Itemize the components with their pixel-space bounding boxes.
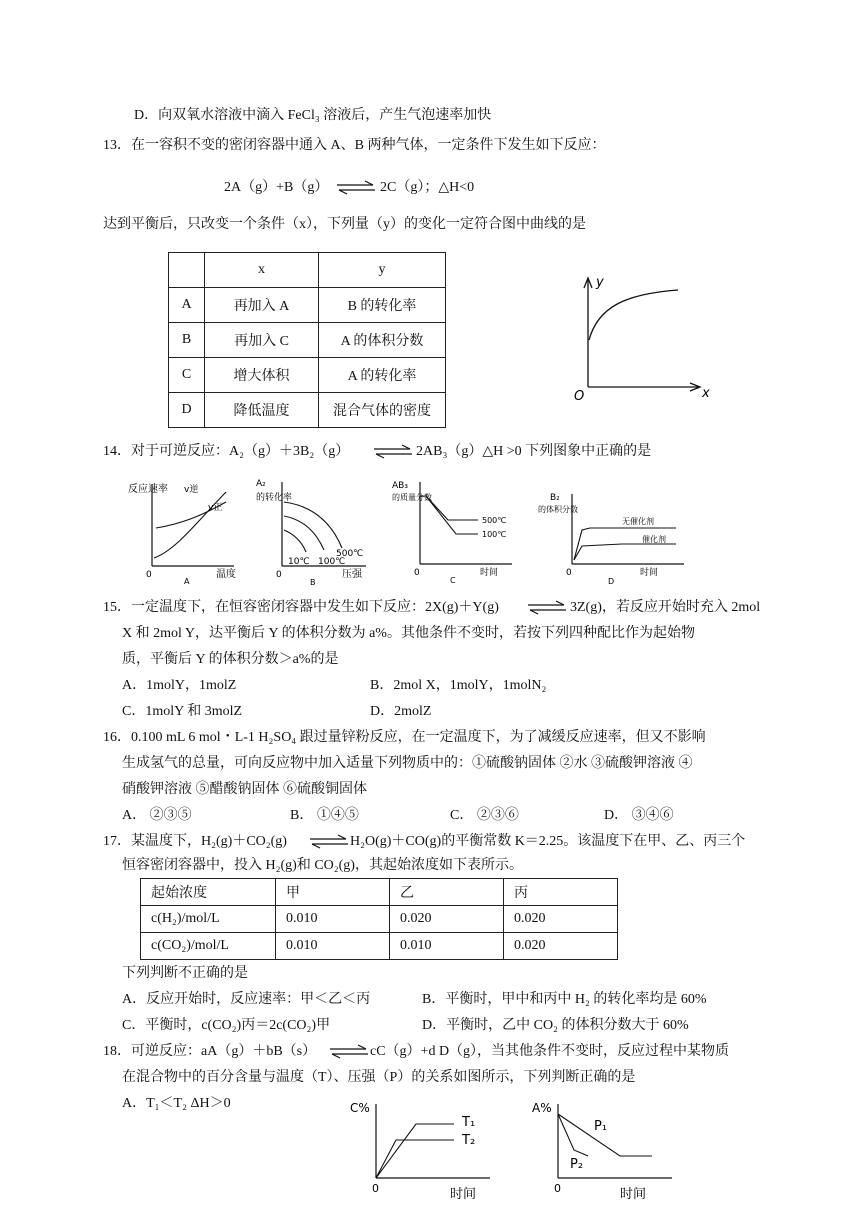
q14-graph-c xyxy=(390,476,520,586)
q18-graph-2 xyxy=(528,1094,688,1206)
equilibrium-arrow-icon xyxy=(328,1044,370,1060)
q18-g2-p2: P₂ xyxy=(570,1157,584,1172)
q13-cell: C xyxy=(169,358,205,393)
q17-cell: c(H₂)/mol/L xyxy=(141,906,276,933)
graph-a-vfwd-label: v正 xyxy=(208,503,223,513)
graph-d-no-cat: 无催化剂 xyxy=(622,517,654,526)
q12-option-d: D．向双氧水溶液中滴入 FeCl₃ 溶液后，产生气泡速率加快 xyxy=(134,108,492,123)
graph-c-t100: 100℃ xyxy=(482,530,507,539)
graph-b-t500: 500℃ xyxy=(336,549,364,559)
q17-table xyxy=(140,878,618,960)
graph-b-xlabel: 压强 xyxy=(342,569,362,580)
q17-line2: 恒容密闭容器中，投入 H₂(g)和 CO₂(g)，其起始浓度如下表所示。 xyxy=(122,858,523,873)
q18-g2-xlabel: 时间 xyxy=(620,1187,647,1202)
q18-g1-origin: 0 xyxy=(372,1182,379,1195)
graph-a-xlabel: 温度 xyxy=(216,569,236,580)
q13-equation-right: 2C（g）；△H<0 xyxy=(380,180,475,195)
equilibrium-arrow-icon xyxy=(308,834,350,850)
q18-graph-1 xyxy=(346,1094,506,1206)
graph-c-xlabel: 时间 xyxy=(480,568,499,578)
q13-origin: O xyxy=(574,389,585,404)
graph-d-xlabel: 时间 xyxy=(640,568,659,578)
q13-cell: B 的转化率 xyxy=(319,288,446,323)
q16-line3: 硝酸钾溶液 ⑤醋酸钠固体 ⑥硫酸铜固体 xyxy=(122,782,367,797)
graph-b-t100: 100℃ xyxy=(318,557,346,567)
q17-header: 起始浓度 xyxy=(141,879,276,906)
q13-y-label: y xyxy=(596,275,604,290)
q13-cell: B xyxy=(169,323,205,358)
graph-b-curve-10 xyxy=(284,530,306,552)
graph-b-ylabel-sub: A₂ xyxy=(256,479,266,489)
q18-g1-line-t1 xyxy=(376,1124,454,1178)
q17-header: 乙 xyxy=(390,879,504,906)
q17-cell: c(CO₂)/mol/L xyxy=(141,933,276,960)
equilibrium-arrow-icon xyxy=(335,180,377,196)
q17-header: 甲 xyxy=(276,879,390,906)
q17-prompt: 下列判断不正确的是 xyxy=(122,966,248,981)
q16-line1: 16．0.100 mL 6 mol・L-1 H₂SO₄ 跟过量锌粉反应，在一定温度下，为了减缓反应速率，但又不影响 xyxy=(103,730,706,745)
q17-header: 丙 xyxy=(504,879,618,906)
q13-cell: 再加入 A xyxy=(205,288,319,323)
q15-line3: 质，平衡后 Y 的体积分数＞a%的是 xyxy=(122,652,339,667)
q18-line1-left: 18．可逆反应：aA（g）＋bB（s） xyxy=(103,1044,317,1059)
q18-line1-right: cC（g）+d D（g），当其他条件不变时，反应过程中某物质 xyxy=(370,1044,730,1059)
graph-a-vrev-curve xyxy=(154,492,226,558)
graph-c-origin: 0 xyxy=(414,568,420,578)
q17-line1-left: 17．某温度下，H₂(g)＋CO₂(g) xyxy=(103,834,287,849)
q18-g1-line-t2 xyxy=(376,1140,454,1178)
graph-a-tag: A xyxy=(184,577,190,586)
q13-cell: D xyxy=(169,393,205,428)
graph-d-ylabel-sub: B₂ xyxy=(550,493,560,503)
q17-line1-right: H₂O(g)＋CO(g)的平衡常数 K＝2.25。该温度下在甲、乙、丙三个 xyxy=(350,834,746,849)
q16-option-c: C． ②③⑥ xyxy=(450,808,519,823)
q18-g1-ylabel: C% xyxy=(350,1101,370,1115)
equilibrium-arrow-icon xyxy=(372,444,414,460)
q18-g2-ylabel: A% xyxy=(532,1101,552,1115)
q13-prompt: 达到平衡后，只改变一个条件（x），下列量（y）的变化一定符合图中曲线的是 xyxy=(103,217,586,232)
q15-line1-left: 15．一定温度下，在恒容密闭容器中发生如下反应：2X(g)＋Y(g) xyxy=(103,600,499,615)
q13-cell: 再加入 C xyxy=(205,323,319,358)
q17-option-d: D．平衡时，乙中 CO₂ 的体积分数大于 60% xyxy=(422,1018,689,1033)
graph-c-ylabel-sub: AB₃ xyxy=(392,481,408,491)
q17-option-c: C．平衡时，c(CO₂)丙＝2c(CO₂)甲 xyxy=(122,1018,331,1033)
q17-cell: 0.010 xyxy=(276,933,390,960)
q15-option-c: C．1molY 和 3molZ xyxy=(122,704,243,719)
graph-a-vrev-label: v逆 xyxy=(184,485,199,495)
q13-cell: A 的转化率 xyxy=(319,358,446,393)
q13-cell: A 的体积分数 xyxy=(319,323,446,358)
q14-graph-a xyxy=(126,478,246,586)
q13-header xyxy=(169,253,205,288)
q17-option-b: B．平衡时，甲中和丙中 H₂ 的转化率均是 60% xyxy=(422,992,707,1007)
graph-c-tag: C xyxy=(450,576,456,585)
q13-curve xyxy=(589,290,678,340)
q17-cell: 0.020 xyxy=(504,933,618,960)
q16-option-d: D． ③④⑥ xyxy=(604,808,674,823)
q15-option-d: D．2molZ xyxy=(370,704,432,719)
q13-stem: 13．在一容积不变的密闭容器中通入 A、B 两种气体，一定条件下发生如下反应： xyxy=(103,138,606,153)
q17-cell: 0.010 xyxy=(276,906,390,933)
graph-c-ylabel: 的质量分数 xyxy=(392,493,432,502)
graph-b-tag: B xyxy=(310,578,316,586)
q13-header: x xyxy=(205,253,319,288)
q17-cell: 0.010 xyxy=(390,933,504,960)
q17-cell: 0.020 xyxy=(390,906,504,933)
q13-graph xyxy=(570,272,720,407)
q13-equation-left: 2A（g）+B（g） xyxy=(224,180,329,195)
q17-cell: 0.020 xyxy=(504,906,618,933)
q17-option-a: A．反应开始时，反应速率：甲＜乙＜丙 xyxy=(122,992,371,1007)
equilibrium-arrow-icon xyxy=(526,600,568,616)
q18-g2-p1: P₁ xyxy=(594,1119,608,1134)
q14-stem-right: 2AB₃（g）△H >0 下列图象中正确的是 xyxy=(416,444,652,459)
q13-cell: 混合气体的密度 xyxy=(319,393,446,428)
q18-g1-t1: T₁ xyxy=(462,1115,476,1130)
q18-g2-line-p2 xyxy=(558,1114,588,1156)
q13-header: y xyxy=(319,253,446,288)
q13-table xyxy=(168,252,446,428)
graph-d-origin: 0 xyxy=(566,568,572,578)
q18-line2: 在混合物中的百分含量与温度（T）、压强（P）的关系如图所示，下列判断正确的是 xyxy=(122,1070,636,1085)
q16-option-b: B． ①④⑤ xyxy=(290,808,359,823)
graph-b-ylabel: 的转化率 xyxy=(256,493,293,503)
q14-stem-left: 14．对于可逆反应：A₂（g）＋3B₂（g） xyxy=(103,444,350,459)
q13-x-label: x xyxy=(702,386,710,401)
q13-cell: 增大体积 xyxy=(205,358,319,393)
graph-b-t10: 10℃ xyxy=(288,557,310,567)
q18-g1-xlabel: 时间 xyxy=(450,1187,477,1202)
q13-cell: 降低温度 xyxy=(205,393,319,428)
graph-a-ylabel: 反应速率 xyxy=(128,484,168,495)
q15-line2: X 和 2mol Y，达平衡后 Y 的体积分数为 a%。其他条件不变时，若按下列四种配比作为起始物 xyxy=(122,626,695,641)
graph-d-line-cat xyxy=(574,544,676,560)
q15-line1-right: 3Z(g)，若反应开始时充入 2mol xyxy=(570,600,761,615)
q18-g1-t2: T₂ xyxy=(462,1133,476,1148)
graph-d-ylabel: 的体积分数 xyxy=(538,505,578,514)
graph-b-curve-500 xyxy=(284,502,342,548)
graph-c-t500: 500℃ xyxy=(482,516,507,525)
q14-graph-d xyxy=(536,490,696,586)
graph-a-origin: 0 xyxy=(146,570,152,580)
q13-cell: A xyxy=(169,288,205,323)
q16-option-a: A． ②③⑤ xyxy=(122,808,192,823)
graph-c-line-100 xyxy=(426,496,478,534)
q18-option-a: A．T₁＜T₂ ΔH＞0 xyxy=(122,1096,231,1111)
q16-line2: 生成氢气的总量，可向反应物中加入适量下列物质中的：①硫酸钠固体 ②水 ③硫酸钾溶液 ④ xyxy=(122,756,693,771)
graph-b-origin: 0 xyxy=(276,570,282,580)
q15-option-a: A．1molY，1molZ xyxy=(122,678,237,693)
q14-graph-b xyxy=(254,474,374,586)
q18-g2-origin: 0 xyxy=(554,1182,561,1195)
graph-d-tag: D xyxy=(608,577,615,586)
graph-d-cat: 催化剂 xyxy=(642,535,666,544)
q15-option-b: B．2mol X，1molY，1molN₂ xyxy=(370,678,547,693)
